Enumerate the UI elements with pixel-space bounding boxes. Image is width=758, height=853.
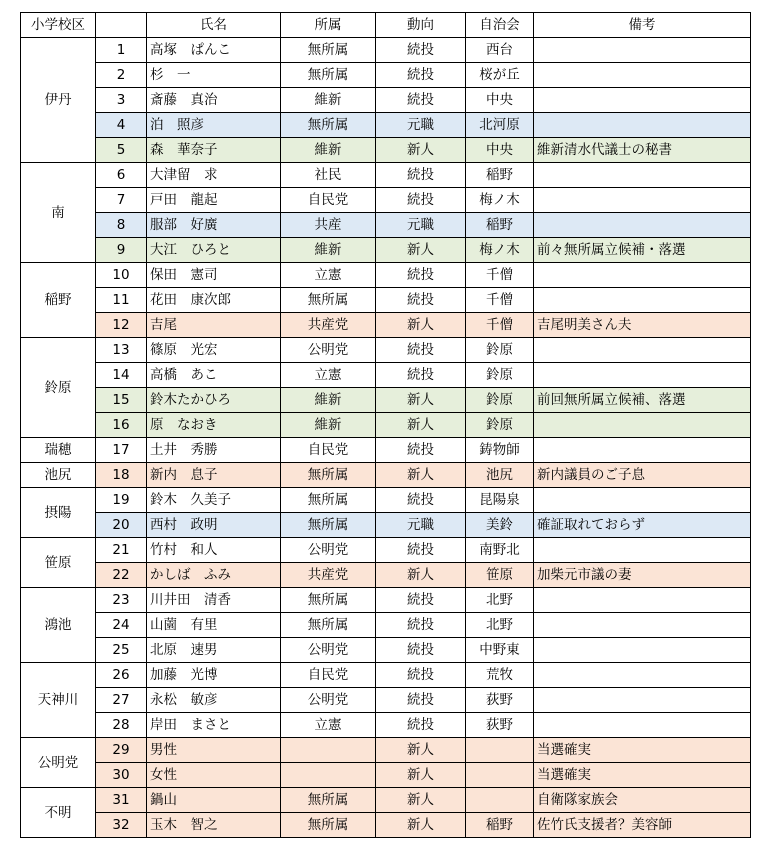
cell-status: 元職 xyxy=(376,213,466,238)
cell-number: 12 xyxy=(96,313,147,338)
cell-district: 伊丹 xyxy=(21,38,96,163)
cell-association: 梅ノ木 xyxy=(466,238,534,263)
header-district: 小学校区 xyxy=(21,13,96,38)
cell-association: 北河原 xyxy=(466,113,534,138)
cell-status: 続投 xyxy=(376,688,466,713)
cell-district: 瑞穂 xyxy=(21,438,96,463)
cell-name: 花田 康次郎 xyxy=(147,288,281,313)
table-row xyxy=(21,513,751,538)
cell-note xyxy=(534,213,751,238)
table-row xyxy=(21,288,751,313)
header-name: 氏名 xyxy=(147,13,281,38)
cell-name: 斎藤 真治 xyxy=(147,88,281,113)
cell-party: 自民党 xyxy=(281,663,376,688)
cell-association: 中央 xyxy=(466,88,534,113)
cell-status: 新人 xyxy=(376,413,466,438)
cell-name: 鍋山 xyxy=(147,788,281,813)
cell-name: 北原 速男 xyxy=(147,638,281,663)
cell-association: 北野 xyxy=(466,588,534,613)
table-row xyxy=(21,38,751,63)
cell-name: 土井 秀勝 xyxy=(147,438,281,463)
cell-name: 高橋 あこ xyxy=(147,363,281,388)
cell-status: 続投 xyxy=(376,663,466,688)
table-row xyxy=(21,213,751,238)
cell-association: 稲野 xyxy=(466,213,534,238)
table-row xyxy=(21,563,751,588)
table-row xyxy=(21,738,751,763)
cell-party: 公明党 xyxy=(281,638,376,663)
cell-note: 自衛隊家族会 xyxy=(534,788,751,813)
cell-association: 鈴原 xyxy=(466,388,534,413)
candidate-table xyxy=(20,12,751,838)
cell-association: 鋳物師 xyxy=(466,438,534,463)
cell-status: 続投 xyxy=(376,713,466,738)
cell-note xyxy=(534,613,751,638)
cell-district: 鴻池 xyxy=(21,588,96,663)
table-row xyxy=(21,188,751,213)
cell-number: 27 xyxy=(96,688,147,713)
cell-district: 公明党 xyxy=(21,738,96,788)
cell-party: 無所属 xyxy=(281,813,376,838)
cell-status: 続投 xyxy=(376,588,466,613)
cell-association: 笹原 xyxy=(466,563,534,588)
cell-name: 新内 息子 xyxy=(147,463,281,488)
cell-note xyxy=(534,63,751,88)
cell-number: 26 xyxy=(96,663,147,688)
cell-note: 加柴元市議の妻 xyxy=(534,563,751,588)
cell-number: 21 xyxy=(96,538,147,563)
cell-status: 新人 xyxy=(376,463,466,488)
cell-party: 公明党 xyxy=(281,538,376,563)
cell-association: 西台 xyxy=(466,38,534,63)
cell-status: 新人 xyxy=(376,738,466,763)
cell-association: 荻野 xyxy=(466,688,534,713)
cell-name: 永松 敏彦 xyxy=(147,688,281,713)
cell-status: 新人 xyxy=(376,788,466,813)
cell-note xyxy=(534,188,751,213)
cell-note: 確証取れておらず xyxy=(534,513,751,538)
cell-number: 23 xyxy=(96,588,147,613)
cell-name: 森 華奈子 xyxy=(147,138,281,163)
cell-association: 昆陽泉 xyxy=(466,488,534,513)
cell-note xyxy=(534,163,751,188)
table-row xyxy=(21,88,751,113)
table-row xyxy=(21,813,751,838)
cell-note xyxy=(534,488,751,513)
cell-number: 13 xyxy=(96,338,147,363)
table-row xyxy=(21,138,751,163)
cell-number: 25 xyxy=(96,638,147,663)
cell-status: 新人 xyxy=(376,813,466,838)
table-row xyxy=(21,313,751,338)
cell-association: 中央 xyxy=(466,138,534,163)
cell-name: 女性 xyxy=(147,763,281,788)
cell-party: 無所属 xyxy=(281,788,376,813)
cell-status: 続投 xyxy=(376,488,466,513)
cell-district: 天神川 xyxy=(21,663,96,738)
table-row xyxy=(21,263,751,288)
table-row xyxy=(21,588,751,613)
cell-party: 無所属 xyxy=(281,63,376,88)
cell-note: 前々無所属立候補・落選 xyxy=(534,238,751,263)
cell-status: 新人 xyxy=(376,763,466,788)
cell-status: 続投 xyxy=(376,538,466,563)
cell-number: 16 xyxy=(96,413,147,438)
cell-status: 新人 xyxy=(376,138,466,163)
cell-party: 無所属 xyxy=(281,113,376,138)
cell-number: 4 xyxy=(96,113,147,138)
cell-number: 11 xyxy=(96,288,147,313)
cell-name: 大津留 求 xyxy=(147,163,281,188)
header-status: 動向 xyxy=(376,13,466,38)
table-row xyxy=(21,238,751,263)
cell-name: 山薗 有里 xyxy=(147,613,281,638)
cell-number: 22 xyxy=(96,563,147,588)
cell-name: 鈴木 久美子 xyxy=(147,488,281,513)
cell-number: 30 xyxy=(96,763,147,788)
cell-party: 立憲 xyxy=(281,263,376,288)
header-association: 自治会 xyxy=(466,13,534,38)
cell-association: 美鈴 xyxy=(466,513,534,538)
table-row xyxy=(21,488,751,513)
cell-party: 公明党 xyxy=(281,338,376,363)
table-row xyxy=(21,163,751,188)
cell-name: 岸田 まさと xyxy=(147,713,281,738)
cell-note: 前回無所属立候補、落選 xyxy=(534,388,751,413)
cell-status: 続投 xyxy=(376,163,466,188)
cell-association: 荒牧 xyxy=(466,663,534,688)
cell-number: 2 xyxy=(96,63,147,88)
cell-association xyxy=(466,763,534,788)
cell-name: 高塚 ぱんこ xyxy=(147,38,281,63)
cell-association: 梅ノ木 xyxy=(466,188,534,213)
cell-district: 摂陽 xyxy=(21,488,96,538)
cell-number: 14 xyxy=(96,363,147,388)
cell-association: 稲野 xyxy=(466,813,534,838)
cell-association: 中野東 xyxy=(466,638,534,663)
cell-district: 不明 xyxy=(21,788,96,838)
cell-party: 無所属 xyxy=(281,613,376,638)
cell-association: 千僧 xyxy=(466,288,534,313)
cell-note xyxy=(534,663,751,688)
table-row xyxy=(21,413,751,438)
cell-note xyxy=(534,88,751,113)
table-row xyxy=(21,638,751,663)
table-row xyxy=(21,463,751,488)
cell-name: 服部 好廣 xyxy=(147,213,281,238)
cell-party xyxy=(281,738,376,763)
table-row xyxy=(21,713,751,738)
cell-status: 続投 xyxy=(376,288,466,313)
cell-association xyxy=(466,738,534,763)
cell-party: 立憲 xyxy=(281,713,376,738)
cell-name: 加藤 光博 xyxy=(147,663,281,688)
cell-number: 5 xyxy=(96,138,147,163)
table-body xyxy=(21,38,751,838)
cell-association: 千僧 xyxy=(466,263,534,288)
header-party: 所属 xyxy=(281,13,376,38)
cell-name: 杉 一 xyxy=(147,63,281,88)
cell-status: 続投 xyxy=(376,338,466,363)
cell-association: 池尻 xyxy=(466,463,534,488)
cell-number: 31 xyxy=(96,788,147,813)
cell-note xyxy=(534,688,751,713)
table-row xyxy=(21,388,751,413)
cell-status: 続投 xyxy=(376,88,466,113)
cell-association: 鈴原 xyxy=(466,338,534,363)
cell-number: 1 xyxy=(96,38,147,63)
cell-association: 千僧 xyxy=(466,313,534,338)
cell-number: 28 xyxy=(96,713,147,738)
cell-note xyxy=(534,588,751,613)
cell-note xyxy=(534,263,751,288)
cell-number: 15 xyxy=(96,388,147,413)
cell-party: 自民党 xyxy=(281,188,376,213)
cell-name: 竹村 和人 xyxy=(147,538,281,563)
header-notes: 備考 xyxy=(534,13,751,38)
cell-note xyxy=(534,438,751,463)
cell-status: 続投 xyxy=(376,263,466,288)
cell-party: 共産 xyxy=(281,213,376,238)
table-row xyxy=(21,688,751,713)
cell-district: 稲野 xyxy=(21,263,96,338)
cell-name: 泊 照彦 xyxy=(147,113,281,138)
cell-number: 32 xyxy=(96,813,147,838)
table-row xyxy=(21,763,751,788)
table-row xyxy=(21,538,751,563)
cell-district: 笹原 xyxy=(21,538,96,588)
cell-number: 24 xyxy=(96,613,147,638)
cell-party: 無所属 xyxy=(281,588,376,613)
cell-name: 保田 憲司 xyxy=(147,263,281,288)
cell-party: 維新 xyxy=(281,388,376,413)
cell-party: 自民党 xyxy=(281,438,376,463)
cell-status: 新人 xyxy=(376,313,466,338)
cell-number: 6 xyxy=(96,163,147,188)
cell-party xyxy=(281,763,376,788)
cell-association: 桜が丘 xyxy=(466,63,534,88)
cell-number: 10 xyxy=(96,263,147,288)
cell-number: 17 xyxy=(96,438,147,463)
cell-name: 男性 xyxy=(147,738,281,763)
cell-status: 続投 xyxy=(376,438,466,463)
table-row xyxy=(21,113,751,138)
cell-status: 続投 xyxy=(376,188,466,213)
table-row xyxy=(21,613,751,638)
cell-status: 新人 xyxy=(376,238,466,263)
cell-district: 池尻 xyxy=(21,463,96,488)
cell-association: 南野北 xyxy=(466,538,534,563)
cell-name: 吉尾 xyxy=(147,313,281,338)
cell-name: 戸田 龍起 xyxy=(147,188,281,213)
cell-number: 8 xyxy=(96,213,147,238)
cell-note xyxy=(534,363,751,388)
cell-association: 鈴原 xyxy=(466,413,534,438)
cell-association: 稲野 xyxy=(466,163,534,188)
table-row xyxy=(21,438,751,463)
table-row xyxy=(21,788,751,813)
table-row xyxy=(21,338,751,363)
cell-district: 南 xyxy=(21,163,96,263)
table-row xyxy=(21,363,751,388)
cell-note xyxy=(534,288,751,313)
cell-party: 維新 xyxy=(281,413,376,438)
cell-note: 当選確実 xyxy=(534,763,751,788)
cell-name: かしば ふみ xyxy=(147,563,281,588)
cell-note xyxy=(534,413,751,438)
header-number xyxy=(96,13,147,38)
cell-number: 9 xyxy=(96,238,147,263)
cell-status: 元職 xyxy=(376,113,466,138)
table-row xyxy=(21,63,751,88)
candidate-sheet xyxy=(20,12,751,838)
cell-note xyxy=(534,713,751,738)
cell-number: 3 xyxy=(96,88,147,113)
cell-note xyxy=(534,113,751,138)
cell-association: 荻野 xyxy=(466,713,534,738)
cell-association: 鈴原 xyxy=(466,363,534,388)
cell-note: 新内議員のご子息 xyxy=(534,463,751,488)
cell-party: 無所属 xyxy=(281,488,376,513)
cell-note xyxy=(534,38,751,63)
cell-number: 7 xyxy=(96,188,147,213)
cell-party: 無所属 xyxy=(281,513,376,538)
cell-status: 続投 xyxy=(376,638,466,663)
cell-district: 鈴原 xyxy=(21,338,96,438)
cell-name: 大江 ひろと xyxy=(147,238,281,263)
cell-status: 元職 xyxy=(376,513,466,538)
cell-name: 西村 政明 xyxy=(147,513,281,538)
cell-party: 共産党 xyxy=(281,313,376,338)
cell-party: 立憲 xyxy=(281,363,376,388)
cell-status: 新人 xyxy=(376,388,466,413)
cell-name: 篠原 光宏 xyxy=(147,338,281,363)
cell-note: 維新清水代議士の秘書 xyxy=(534,138,751,163)
cell-note xyxy=(534,338,751,363)
cell-number: 29 xyxy=(96,738,147,763)
cell-note: 当選確実 xyxy=(534,738,751,763)
cell-status: 続投 xyxy=(376,363,466,388)
cell-number: 19 xyxy=(96,488,147,513)
cell-party: 公明党 xyxy=(281,688,376,713)
cell-name: 鈴木たかひろ xyxy=(147,388,281,413)
cell-association: 北野 xyxy=(466,613,534,638)
cell-status: 続投 xyxy=(376,63,466,88)
cell-party: 社民 xyxy=(281,163,376,188)
cell-name: 玉木 智之 xyxy=(147,813,281,838)
cell-note xyxy=(534,538,751,563)
cell-party: 無所属 xyxy=(281,288,376,313)
cell-party: 共産党 xyxy=(281,563,376,588)
cell-name: 原 なおき xyxy=(147,413,281,438)
cell-status: 新人 xyxy=(376,563,466,588)
table-row xyxy=(21,663,751,688)
cell-number: 20 xyxy=(96,513,147,538)
cell-status: 続投 xyxy=(376,613,466,638)
cell-note xyxy=(534,638,751,663)
cell-party: 維新 xyxy=(281,88,376,113)
cell-status: 続投 xyxy=(376,38,466,63)
cell-number: 18 xyxy=(96,463,147,488)
header-row xyxy=(21,13,751,38)
cell-note: 佐竹氏支援者？美容師 xyxy=(534,813,751,838)
cell-party: 無所属 xyxy=(281,38,376,63)
cell-name: 川井田 清香 xyxy=(147,588,281,613)
cell-association xyxy=(466,788,534,813)
cell-party: 維新 xyxy=(281,138,376,163)
cell-note: 吉尾明美さん夫 xyxy=(534,313,751,338)
cell-party: 維新 xyxy=(281,238,376,263)
cell-party: 無所属 xyxy=(281,463,376,488)
